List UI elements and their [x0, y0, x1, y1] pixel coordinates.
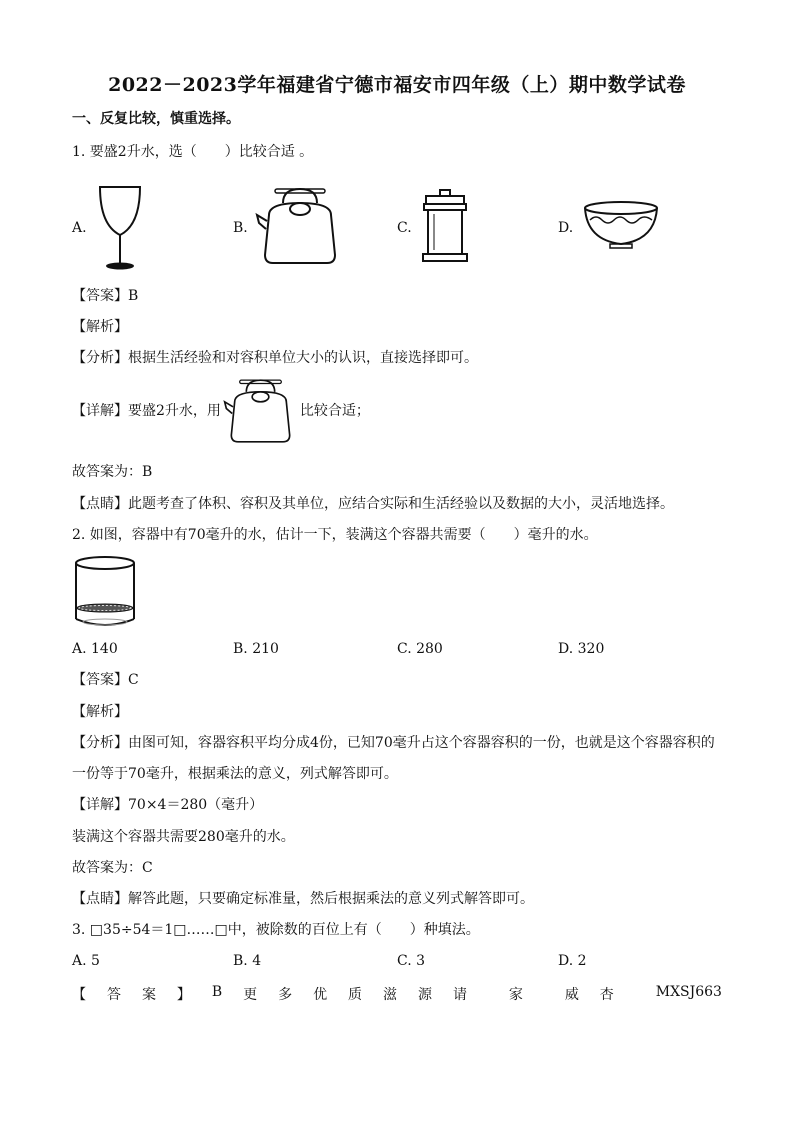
q3-option-d: D. 2 — [558, 953, 587, 969]
answer-char: 杏 — [599, 987, 614, 1003]
q2-conclusion: 故答案为：C — [72, 860, 153, 876]
bowl-icon — [582, 200, 660, 250]
q2-option-d: D. 320 — [558, 641, 605, 657]
q1-analysis-heading: 【解析】 — [72, 319, 128, 335]
answer-char: 【 — [72, 987, 86, 1003]
kettle-icon — [255, 185, 345, 267]
q2-analysis-line-2: 一份等于70毫升，根据乘法的意义，列式解答即可。 — [72, 766, 398, 782]
answer-char: 滋 — [383, 987, 398, 1003]
container-icon — [73, 555, 137, 630]
q2-analysis-line-1: 【分析】由图可知，容器容积平均分成4份，已知70毫升占这个容器容积的一份，也就是这个容器容积的 — [72, 735, 715, 751]
q1-option-a-label: A. — [72, 220, 87, 236]
answer-char: 案 — [141, 987, 156, 1003]
q2-answer: 【答案】C — [72, 672, 139, 688]
question-1-stem: 1. 要盛2升水，选（ ）比较合适 。 — [72, 144, 314, 160]
q2-option-b: B. 210 — [233, 641, 279, 657]
q1-analysis: 【分析】根据生活经验和对容积单位大小的认识，直接选择即可。 — [72, 350, 478, 366]
question-2-stem: 2. 如图，容器中有70毫升的水，估计一下，装满这个容器共需要（ ）毫升的水。 — [72, 527, 598, 543]
q3-option-a: A. 5 — [72, 953, 100, 969]
q2-comment: 【点睛】解答此题，只要确定标准量，然后根据乘法的意义列式解答即可。 — [72, 891, 534, 907]
q1-conclusion: 故答案为：B — [72, 464, 153, 480]
answer-char: 威 — [564, 987, 579, 1003]
answer-char: 源 — [417, 987, 432, 1003]
q1-comment: 【点睛】此题考查了体积、容积及其单位，应结合实际和生活经验以及数据的大小，灵活地选择。 — [72, 496, 674, 512]
answer-char: MXSJ663 — [655, 984, 722, 1000]
q1-detail-prefix: 【详解】要盛2升水，用 — [72, 403, 221, 419]
q1-option-c-label: C. — [397, 220, 412, 236]
q1-option-d-label: D. — [558, 220, 574, 236]
q1-detail — [72, 376, 370, 446]
kettle-icon — [223, 376, 298, 446]
answer-char: 】 — [176, 987, 191, 1003]
answer-char: 质 — [348, 987, 363, 1003]
question-3-stem: 3. □35÷54＝1□……□中，被除数的百位上有（ ）种填法。 — [72, 922, 480, 938]
q2-option-c: C. 280 — [397, 641, 443, 657]
q1-answer: 【答案】B — [72, 288, 139, 304]
wine-glass-icon — [96, 185, 144, 273]
answer-char: 答 — [106, 987, 121, 1003]
answer-char: 多 — [278, 987, 293, 1003]
q3-option-b: B. 4 — [233, 953, 262, 969]
q1-detail-suffix: 比较合适； — [299, 403, 370, 419]
answer-char: 更 — [243, 987, 258, 1003]
answer-char: 家 — [508, 987, 523, 1003]
canister-icon — [420, 188, 470, 264]
q2-option-a: A. 140 — [72, 641, 118, 657]
q2-detail: 【详解】70×4＝280（毫升） — [72, 797, 264, 813]
q2-detail-2: 装满这个容器共需要280毫升的水。 — [72, 829, 295, 845]
q2-analysis-heading: 【解析】 — [72, 704, 128, 720]
q1-option-b-label: B. — [233, 220, 248, 236]
q3-option-c: C. 3 — [397, 953, 426, 969]
page-title: 2022－2023学年福建省宁德市福安市四年级（上）期中数学试卷 — [108, 74, 686, 96]
answer-char: 请 — [452, 987, 467, 1003]
answer-char: 优 — [313, 987, 328, 1003]
section-heading: 一、反复比较，慎重选择。 — [72, 111, 240, 127]
answer-char: B — [211, 984, 223, 1000]
q3-answer — [72, 984, 722, 1004]
